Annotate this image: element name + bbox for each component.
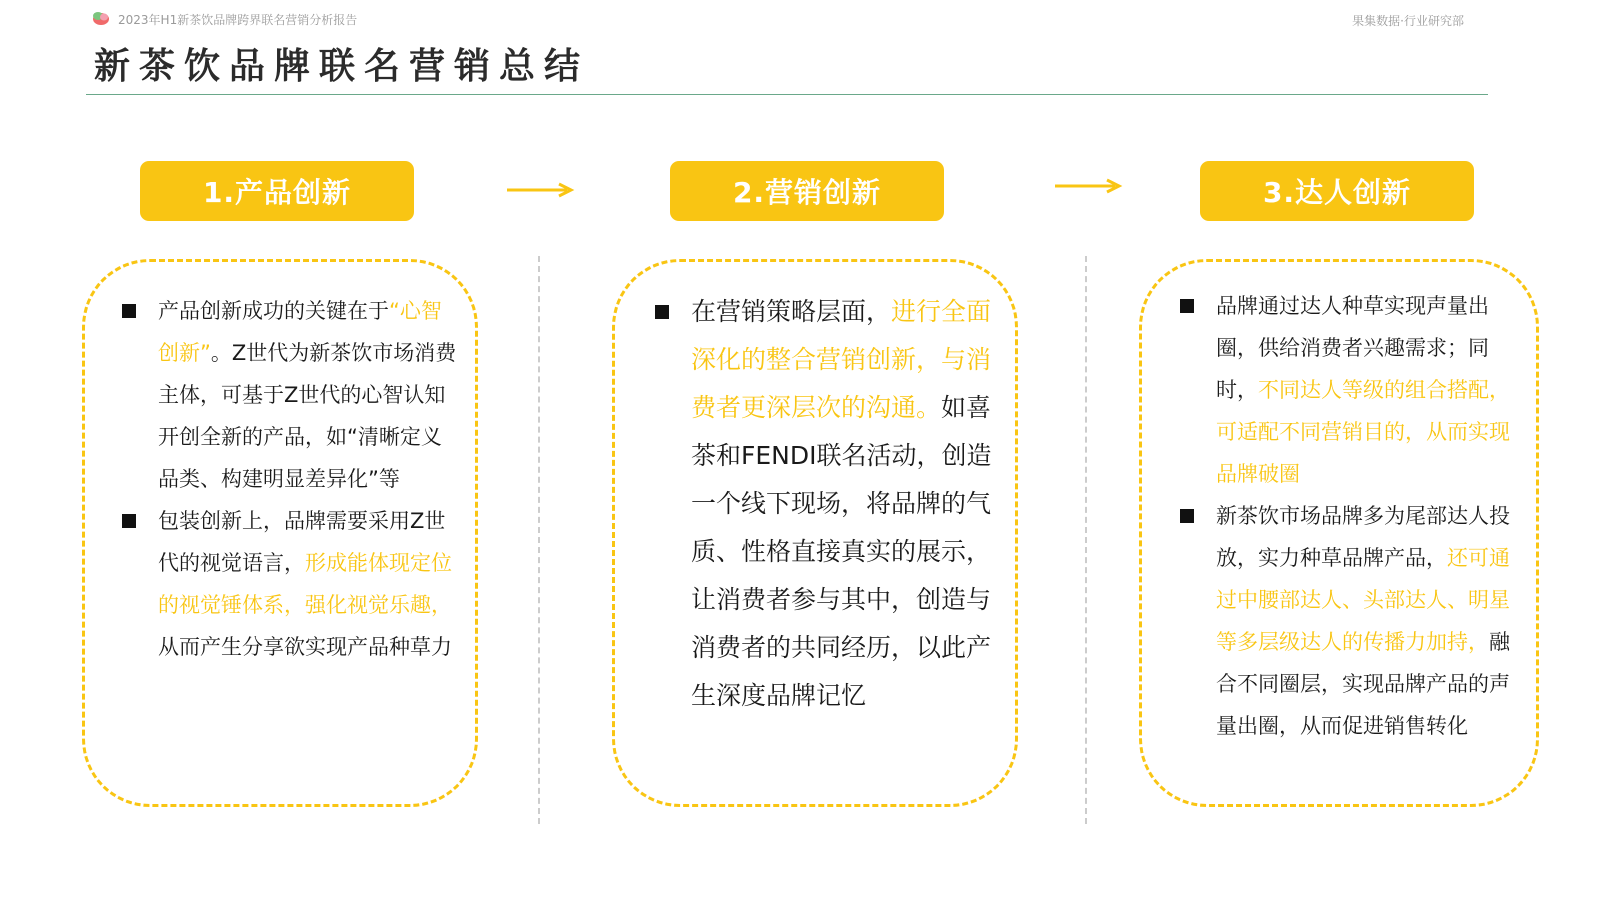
column-divider — [1085, 256, 1087, 824]
bullet-highlight: 形成能体现定位的视觉锤体系，强化视觉乐趣， — [158, 551, 452, 617]
list-item — [122, 500, 462, 668]
bullet-square-icon — [122, 514, 136, 528]
list-item — [122, 290, 462, 500]
bullet-square-icon — [122, 304, 136, 318]
step-1-bullet-list — [122, 290, 462, 668]
step-3-pill: 3.达人创新 — [1200, 161, 1474, 221]
bullet-square-icon — [1180, 299, 1194, 313]
bullet-text: 品牌通过达人种草实现声量出圈，供给消费者兴趣需求；同时， — [1216, 294, 1489, 402]
title-divider — [86, 94, 1488, 95]
bullet-highlight: “心智创新” — [158, 299, 442, 365]
step-2-bullet-list — [655, 288, 995, 720]
bullet-square-icon — [655, 305, 669, 319]
bullet-text: 在营销策略层面， — [691, 297, 892, 326]
list-item — [1180, 495, 1520, 747]
page-title: 新茶饮品牌联名营销总结 — [94, 46, 590, 87]
bullet-text: 。Z世代为新茶饮市场消费主体，可基于Z世代的心智认知开创全新的产品，如“清晰定义品类、构建明显差异化”等 — [158, 341, 457, 491]
bullet-highlight: 不同达人等级的组合搭配，可适配不同营销目的，从而实现品牌破圈 — [1216, 378, 1510, 486]
bullet-text: 产品创新成功的关键在于 — [158, 299, 389, 323]
bullet-text: 如喜茶和FENDI联名活动，创造一个线下现场，将品牌的气质、性格直接真实的展示，让消费者参与其中，创造与消费者的共同经历，以此产生深度品牌记忆 — [691, 393, 992, 710]
list-item — [655, 288, 995, 720]
bullet-text: 从而产生分享欲实现产品种草力 — [158, 635, 452, 659]
report-title: 2023年H1新茶饮品牌跨界联名营销分析报告 — [118, 13, 358, 27]
step-1-pill: 1.产品创新 — [140, 161, 414, 221]
department-label: 果集数据·行业研究部 — [1352, 14, 1464, 28]
bullet-highlight: 还可通过中腰部达人、头部达人、明星等多层级达人的传播力加持， — [1216, 546, 1510, 654]
step-2-pill: 2.营销创新 — [670, 161, 944, 221]
bullet-text: 融合不同圈层，实现品牌产品的声量出圈，从而促进销售转化 — [1216, 630, 1510, 738]
step-3-bullet-list — [1180, 285, 1520, 747]
brand-logo-icon — [92, 10, 110, 26]
list-item — [1180, 285, 1520, 495]
bullet-square-icon — [1180, 509, 1194, 523]
bullet-text: 包装创新上，品牌需要采用Z世代的视觉语言， — [158, 509, 446, 575]
bullet-text: 新茶饮市场品牌多为尾部达人投放，实力种草品牌产品， — [1216, 504, 1510, 570]
bullet-highlight: 进行全面深化的整合营销创新，与消费者更深层次的沟通。 — [691, 297, 992, 422]
column-divider — [538, 256, 540, 824]
arrow-right-icon — [505, 182, 575, 198]
arrow-right-icon — [1053, 178, 1123, 194]
